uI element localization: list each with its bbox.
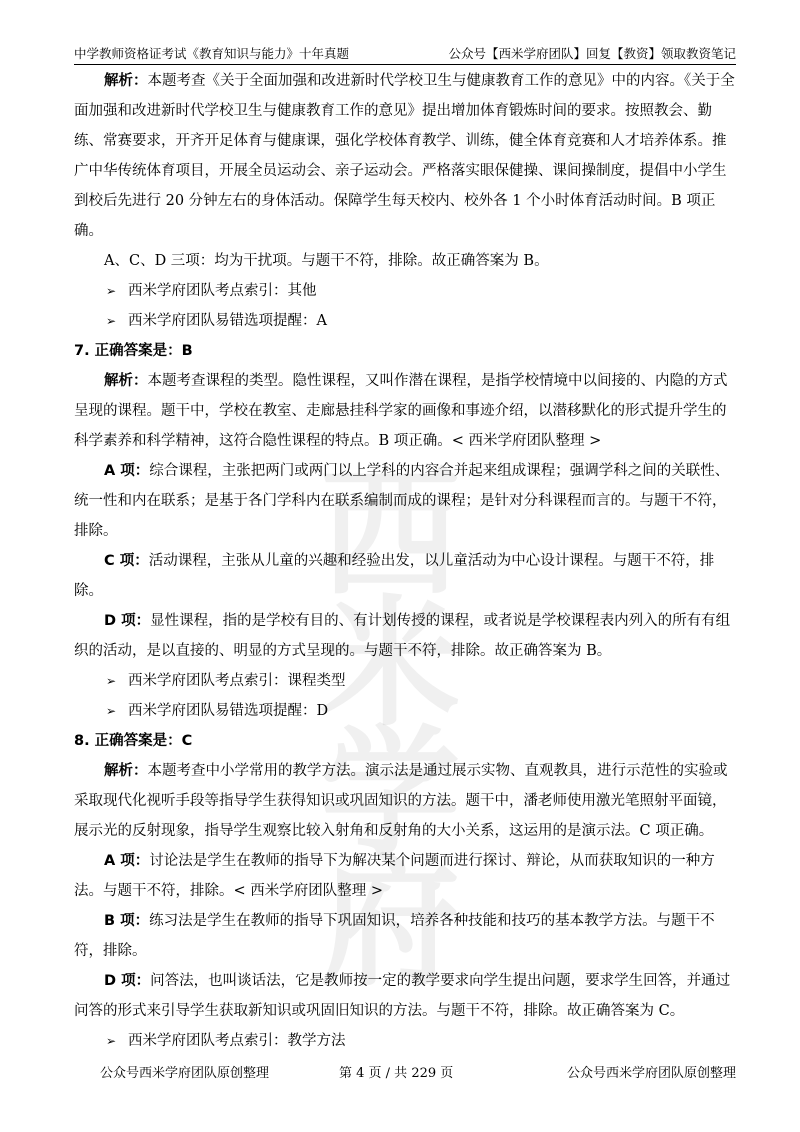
q8-analysis xyxy=(74,756,736,846)
option-label: C 项： xyxy=(104,553,149,569)
bullet-text: 西米学府团队考点索引：课程类型 xyxy=(128,673,346,689)
analysis-label: 解析： xyxy=(104,73,148,89)
right-arrowhead-icon: ➢ xyxy=(106,284,117,298)
option-text: 活动课程，主张从儿童的兴趣和经验出发，以儿童活动为中心设计课程。与题干不符，排除。 xyxy=(74,553,715,599)
bullet-text: 西米学府团队易错选项提醒：D xyxy=(128,703,329,719)
option-label: B 项： xyxy=(104,913,150,929)
option-text: 显性课程，指的是学校有目的、有计划传授的课程，或者说是学校课程表内列入的所有有组织的活动，是以直接的、明显的方式呈现的。与题干不符，排除。故正确答案为 B。 xyxy=(74,613,731,659)
analysis-label: 解析： xyxy=(104,373,148,389)
analysis-text: 本题考查中小学常用的教学方法。演示法是通过展示实物、直观教具，进行示范性的实验或采取现代化视听手段等指导学生获得知识或巩固知识的方法。题干中，潘老师使用激光笔照射平面镜，展示光的反射现象，指导学生观察比较入射角和反射角的大小关系，这运用的是演示法。C 项正确。 xyxy=(74,763,728,839)
q6-analysis xyxy=(74,66,736,246)
q7-option-a xyxy=(74,456,736,546)
right-arrowhead-icon: ➢ xyxy=(106,314,117,328)
analysis-text: 本题考查《关于全面加强和改进新时代学校卫生与健康教育工作的意见》中的内容。《关于全面加强和改进新时代学校卫生与健康教育工作的意见》提出增加体育锻炼时间的要求。按照教会、勤练、常赛要求，开齐开足体育与健康课，强化学校体育教学、训练，健全体育竞赛和人才培养体系。推广中华传统体育项目，开展全员运动会、亲子运动会。严格落实眼保健操、课间操制度，提倡中小学生到校后先进行 20 分钟左右的身体活动。保障学生每天校内、校外各 1 个小时体育活动时间。B 项正确。 xyxy=(74,73,735,239)
footer-left-text: 公众号西米学府团队原创整理 xyxy=(100,1066,270,1081)
analysis-text: 本题考查课程的类型。隐性课程，又叫作潜在课程，是指学校情境中以间接的、内隐的方式呈现的课程。题干中，学校在教室、走廊悬挂科学家的画像和事迹介绍，以潜移默化的形式提升学生的科学素养和科学精神，这符合隐性课程的特点。B 项正确。< 西米学府团队整理 > xyxy=(74,373,728,449)
q6-others: A、C、D 三项：均为干扰项。与题干不符，排除。故正确答案为 B。 xyxy=(104,253,549,269)
list-item xyxy=(74,696,736,726)
watermark-logo: 西米 学府 xyxy=(320,453,461,1006)
option-text: 讨论法是学生在教师的指导下为解决某个问题而进行探讨、辩论，从而获取知识的一种方法。与题干不符，排除。< 西米学府团队整理 > xyxy=(74,853,715,899)
q7-title: 7. 正确答案是：B xyxy=(74,343,193,359)
option-label: D 项： xyxy=(104,973,151,989)
q8-option-d xyxy=(74,966,736,1026)
analysis-label: 解析： xyxy=(104,763,148,779)
footer-right-text: 公众号西米学府团队原创整理 xyxy=(566,1066,736,1081)
bullet-text: 西米学府团队考点索引：教学方法 xyxy=(128,1033,346,1049)
right-arrowhead-icon: ➢ xyxy=(106,1034,117,1048)
option-label: D 项： xyxy=(104,613,151,629)
header-right-text: 公众号【西米学府团队】回复【教资】领取教资笔记 xyxy=(448,46,736,61)
q7-option-c xyxy=(74,546,736,606)
option-text: 综合课程，主张把两门或两门以上学科的内容合并起来组成课程；强调学科之间的关联性、统一性和内在联系；是基于各门学科内在联系编制而成的课程；是针对分科课程而言的。与题干不符，排除。 xyxy=(74,463,730,539)
option-label: A 项： xyxy=(104,853,150,869)
list-item xyxy=(74,666,736,696)
option-text: 练习法是学生在教师的指导下巩固知识，培养各种技能和技巧的基本教学方法。与题干不符，排除。 xyxy=(74,913,715,959)
q8-option-a xyxy=(74,846,736,906)
bullet-text: 西米学府团队考点索引：其他 xyxy=(128,283,317,299)
list-item xyxy=(74,1026,736,1056)
q8-title: 8. 正确答案是：C xyxy=(74,733,193,749)
right-arrowhead-icon: ➢ xyxy=(106,704,117,718)
q7-option-d xyxy=(74,606,736,666)
list-item xyxy=(74,306,736,336)
header-left-text: 中学教师资格证考试《教育知识与能力》十年真题 xyxy=(74,46,350,61)
option-text: 问答法，也叫谈话法，它是教师按一定的教学要求向学生提出问题，要求学生回答，并通过问答的形式来引导学生获取新知识或巩固旧知识的方法。与题干不符，排除。故正确答案为 C。 xyxy=(74,973,731,1019)
page-footer xyxy=(74,1062,736,1082)
page-number: 第 4 页 / 共 229 页 xyxy=(339,1066,454,1081)
bullet-text: 西米学府团队易错选项提醒：A xyxy=(128,313,327,329)
option-label: A 项： xyxy=(104,463,150,479)
q8-option-b xyxy=(74,906,736,966)
document-body xyxy=(74,66,736,1056)
page-header xyxy=(74,40,736,65)
list-item xyxy=(74,276,736,306)
right-arrowhead-icon: ➢ xyxy=(106,674,117,688)
q7-analysis xyxy=(74,366,736,456)
